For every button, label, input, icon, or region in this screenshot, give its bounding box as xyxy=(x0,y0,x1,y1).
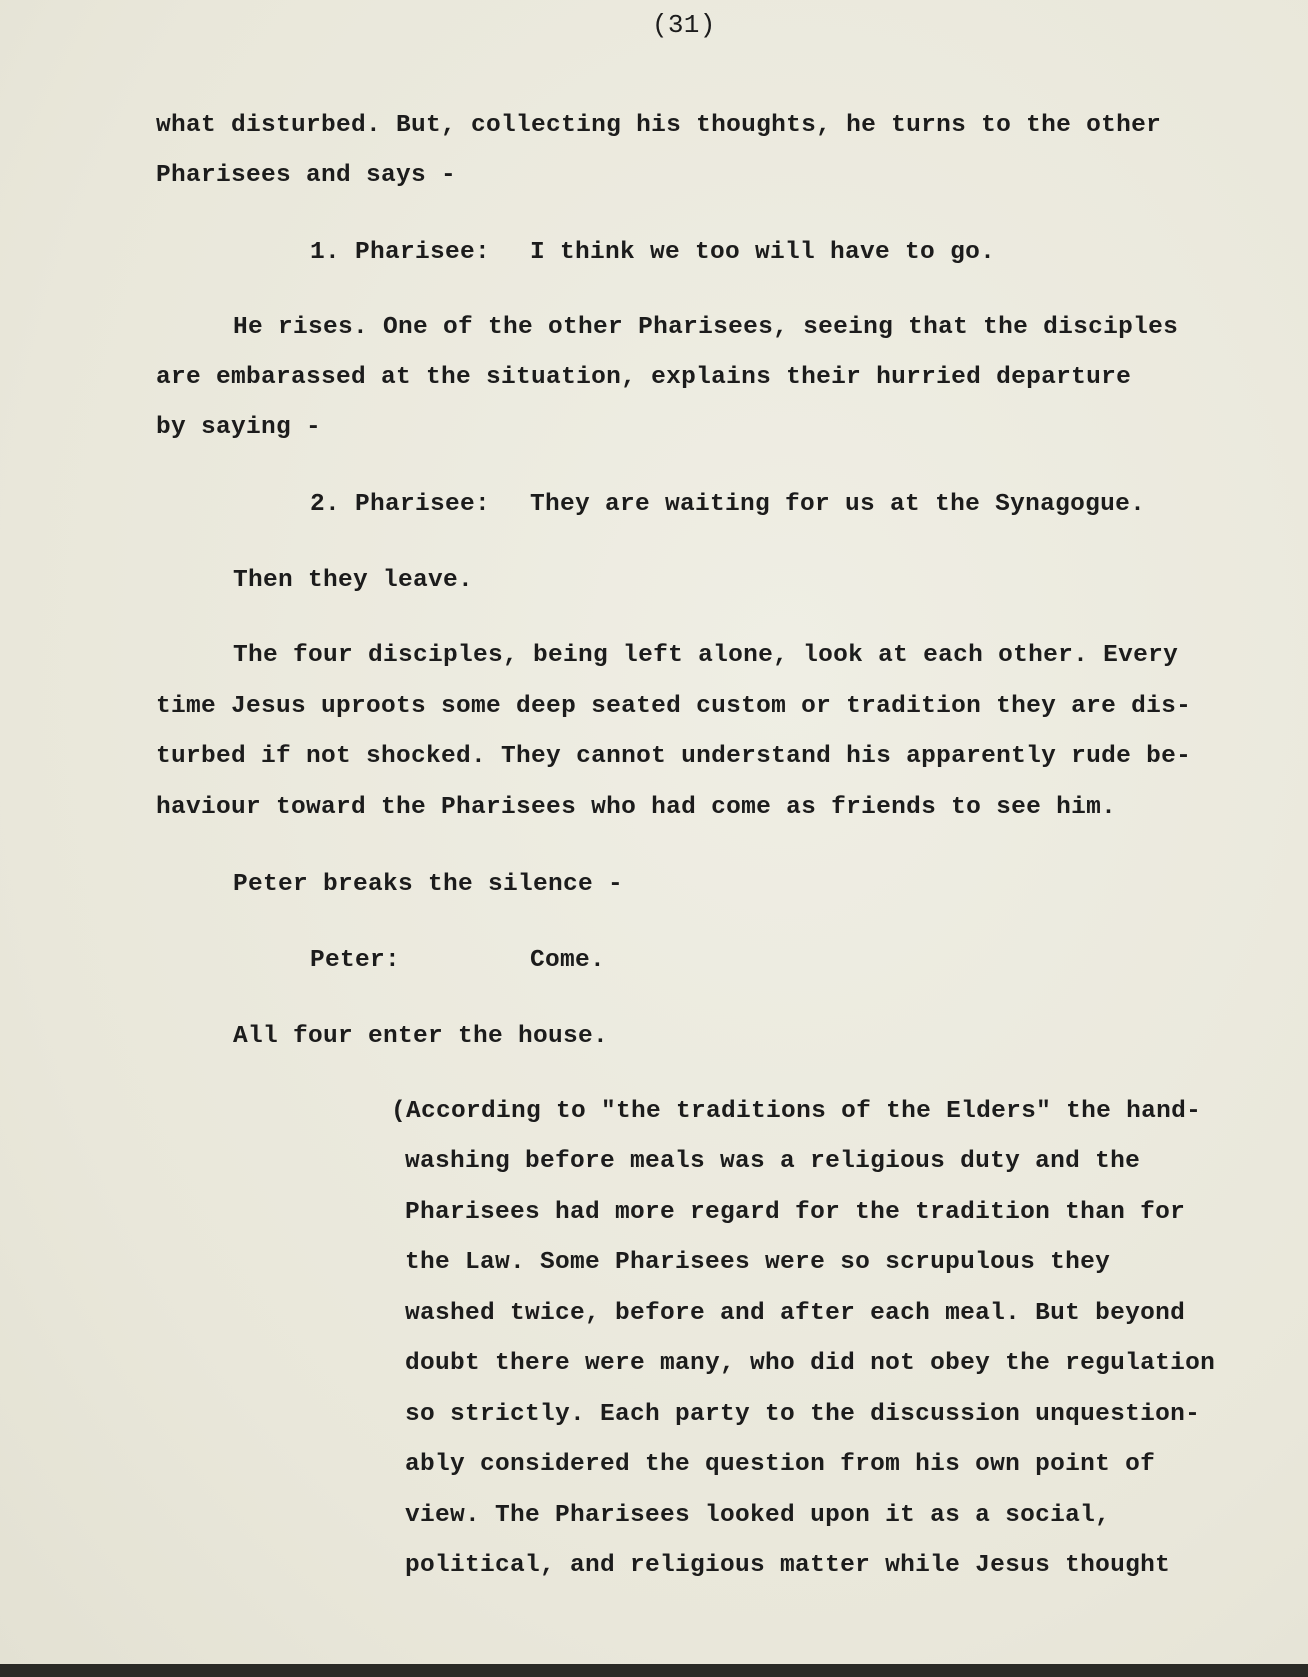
text-line: The four disciples, being left alone, look at each other. Every xyxy=(233,642,1179,669)
note-line: washed twice, before and after each meal. But beyond xyxy=(405,1300,1186,1327)
text-line: Then they leave. xyxy=(233,567,474,594)
note-line: so strictly. Each party to the discussion unquestion- xyxy=(405,1401,1201,1428)
note-line: view. The Pharisees looked upon it as a social, xyxy=(405,1502,1111,1529)
text-line: haviour toward the Pharisees who had come as friends to see him. xyxy=(156,794,1117,821)
note-line: ably considered the question from his own point of xyxy=(405,1451,1156,1478)
note-line: (According to "the traditions of the Elders" the hand- xyxy=(391,1098,1202,1125)
text-line: by saying - xyxy=(156,414,322,441)
dialogue-speech: I think we too will have to go. xyxy=(530,239,996,266)
note-line: the Law. Some Pharisees were so scrupulous they xyxy=(405,1249,1111,1276)
text-line: time Jesus uproots some deep seated custom or tradition they are dis- xyxy=(156,693,1192,720)
dialogue-speaker: 2. Pharisee: xyxy=(310,491,491,518)
page-number: (31) xyxy=(652,10,716,40)
dialogue-speech: They are waiting for us at the Synagogue. xyxy=(530,491,1146,518)
text-line: Peter breaks the silence - xyxy=(233,871,624,898)
text-line: Pharisees and says - xyxy=(156,162,457,189)
dialogue-speech: Come. xyxy=(530,947,606,974)
note-line: doubt there were many, who did not obey the regulation xyxy=(405,1350,1216,1377)
text-line: All four enter the house. xyxy=(233,1023,609,1050)
dialogue-speaker: Peter: xyxy=(310,947,401,974)
note-line: political, and religious matter while Jesus thought xyxy=(405,1552,1171,1579)
dialogue-speaker: 1. Pharisee: xyxy=(310,239,491,266)
note-line: Pharisees had more regard for the tradition than for xyxy=(405,1199,1186,1226)
note-line: washing before meals was a religious duty and the xyxy=(405,1148,1141,1175)
text-line: what disturbed. But, collecting his thoughts, he turns to the other xyxy=(156,112,1162,139)
text-line: turbed if not shocked. They cannot understand his apparently rude be- xyxy=(156,743,1192,770)
text-line: are embarassed at the situation, explains their hurried departure xyxy=(156,364,1132,391)
text-line: He rises. One of the other Pharisees, seeing that the disciples xyxy=(233,314,1179,341)
